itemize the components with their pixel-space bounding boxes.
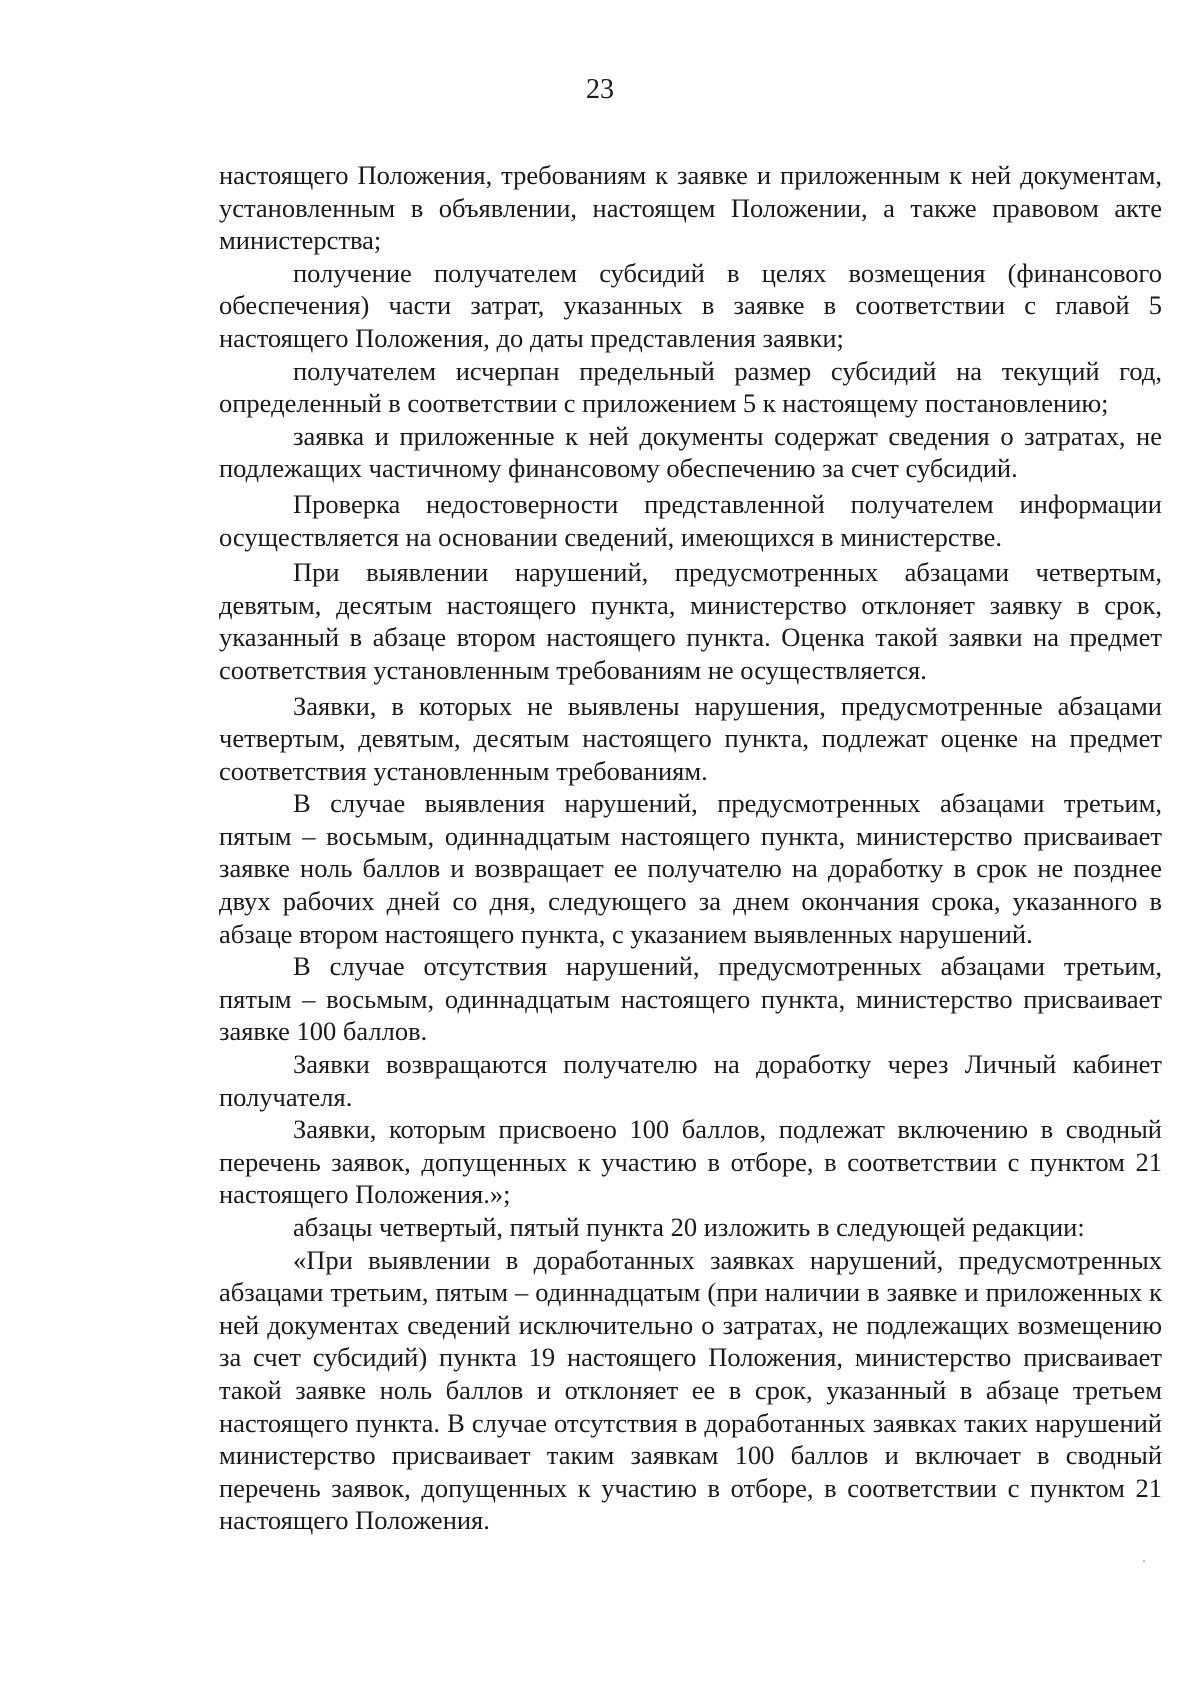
paragraph: Проверка недостоверности представленной получателем информации осуществляется на основании сведений, имеющихся в министерстве.	[219, 488, 1162, 552]
paragraph: В случае отсутствия нарушений, предусмотренных абзацами третьим, пятым – восьмым, одиннадцатым настоящего пункта, министерство присваивает заявке 100 баллов.	[219, 951, 1162, 1047]
paragraph: получение получателем субсидий в целях возмещения (финансового обеспечения) части затрат, указанных в заявке в соответствии с главой 5 настоящего Положения, до даты представления заявки;	[219, 257, 1162, 353]
paragraph: заявка и приложенные к ней документы содержат сведения о затратах, не подлежащих частичному финансовому обеспечению за счет субсидий.	[219, 420, 1162, 484]
paragraph: получателем исчерпан предельный размер субсидий на текущий год, определенный в соответствии с приложением 5 к настоящему постановлению;	[219, 355, 1162, 419]
paragraph: Заявки, которым присвоено 100 баллов, подлежат включению в сводный перечень заявок, допущенных к участию в отборе, в соответствии с пунктом 21 настоящего Положения.»;	[219, 1114, 1162, 1210]
paragraph: Заявки, в которых не выявлены нарушения, предусмотренные абзацами четвертым, девятым, десятым настоящего пункта, подлежат оценке на предмет соответствия установленным требованиям.	[219, 690, 1162, 786]
paragraph: абзацы четвертый, пятый пункта 20 изложить в следующей редакции:	[293, 1212, 1085, 1242]
page-number: 23	[586, 74, 614, 105]
paragraph: настоящего Положения, требованиям к заявке и приложенным к ней документам, установленным в объявлении, настоящем Положении, а также правовом акте министерства;	[219, 160, 1162, 256]
paragraph: В случае выявления нарушений, предусмотренных абзацами третьим, пятым – восьмым, одиннадцатым настоящего пункта, министерство присваивает заявке ноль баллов и возвращает ее получателю на доработку в срок не позднее двух рабочих дней со дня, следующего за днем окончания срока, указанного в абзаце втором настоящего пункта, с указанием выявленных нарушений.	[219, 788, 1162, 949]
scan-speck	[1143, 1560, 1145, 1562]
document-body	[219, 159, 1162, 1537]
paragraph: «При выявлении в доработанных заявках нарушений, предусмотренных абзацами третьим, пятым – одиннадцатым (при наличии в заявке и приложенных к ней документах сведений исключительно о затратах, не подлежащих возмещению за счет субсидий) пункта 19 настоящего Положения, министерство присваивает такой заявке ноль баллов и отклоняет ее в срок, указанный в абзаце третьем настоящего пункта. В случае отсутствия в доработанных заявках таких нарушений министерство присваивает таким заявкам 100 баллов и включает в сводный перечень заявок, допущенных к участию в отборе, в соответствии с пунктом 21 настоящего Положения.	[219, 1244, 1162, 1536]
paragraph: Заявки возвращаются получателю на доработку через Личный кабинет получателя.	[219, 1049, 1162, 1112]
paragraph: При выявлении нарушений, предусмотренных абзацами четвертым, девятым, десятым настоящего пункта, министерство отклоняет заявку в срок, указанный в абзаце втором настоящего пункта. Оценка такой заявки на предмет соответствия установленным требованиям не осуществляется.	[219, 557, 1162, 685]
